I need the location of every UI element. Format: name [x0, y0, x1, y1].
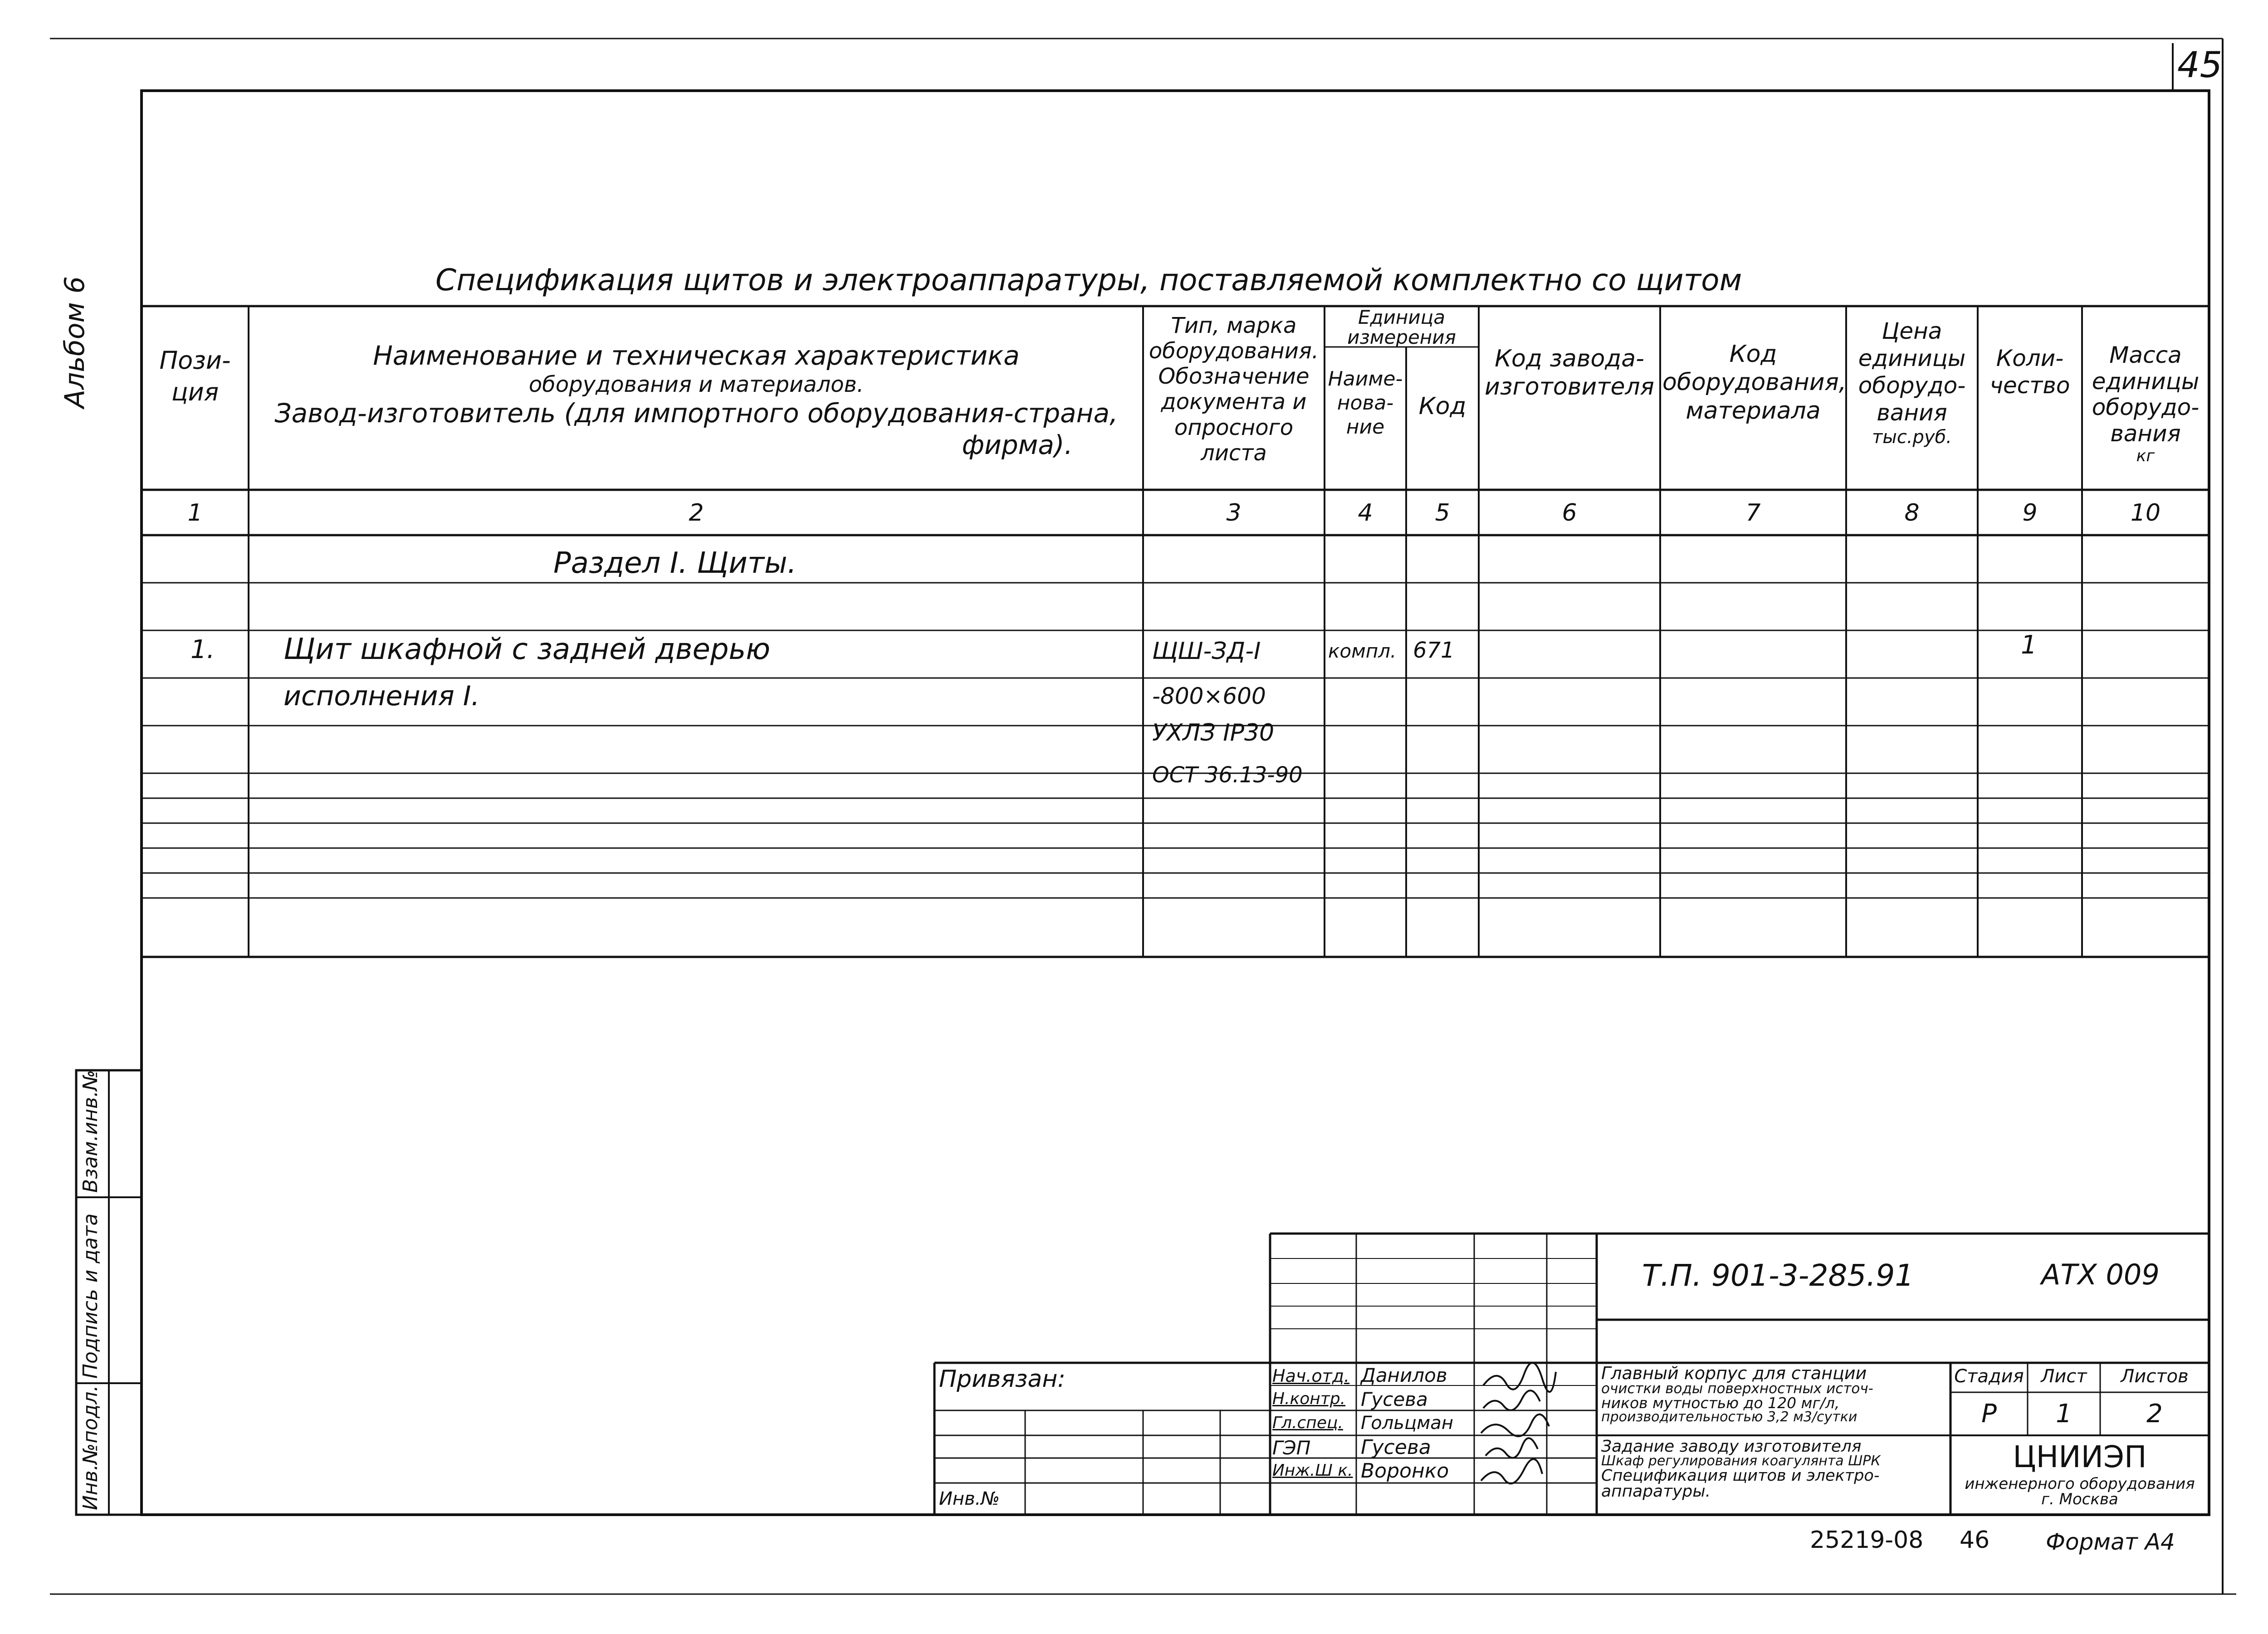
- column-number: 10: [2130, 499, 2161, 527]
- sheet-value: 1: [2056, 1399, 2072, 1429]
- archive-number: 25219-08: [1810, 1527, 1924, 1554]
- organization-subtitle: инженерного оборудования г. Москва: [1965, 1475, 2195, 1508]
- row-type: ЩШ-ЗД-I: [1152, 638, 1261, 665]
- sheets-value: 2: [2146, 1399, 2163, 1429]
- sheet-label: Лист: [2041, 1366, 2087, 1387]
- stage-value: Р: [1981, 1399, 1997, 1429]
- role-label: Н.контр.: [1272, 1390, 1346, 1408]
- object-name: Главный корпус для станции очистки воды поверхностных источ- ников мутностью до 120 мг/л, производительностью 3,2 м3/сутки: [1601, 1363, 1873, 1425]
- role-label: Нач.отд.: [1272, 1366, 1350, 1386]
- person-name: Воронко: [1361, 1459, 1449, 1483]
- row-name: Щит шкафной с задней дверью: [284, 633, 771, 666]
- row-name: исполнения I.: [284, 680, 480, 712]
- column-number: 8: [1904, 499, 1920, 527]
- row-code: 671: [1413, 638, 1455, 663]
- stage-label: Стадия: [1954, 1366, 2024, 1387]
- row-type: ОСТ 36.13-90: [1152, 762, 1303, 788]
- header-unit-mass: Масса единицы оборудо- вания кг: [2092, 342, 2200, 465]
- signatures: [1481, 1363, 1556, 1483]
- person-name: Гольцман: [1361, 1413, 1453, 1434]
- row-type: -800×600: [1152, 683, 1266, 709]
- album-label: Альбом 6: [59, 276, 91, 408]
- header-quantity: Коли- чество: [1989, 345, 2070, 399]
- column-number: 6: [1562, 499, 1577, 527]
- header-position: Пози- ция: [159, 346, 231, 407]
- stamp-original-inv: Инв.№подл.: [79, 1385, 102, 1510]
- column-number: 7: [1745, 499, 1761, 527]
- section-title: Раздел I. Щиты.: [553, 546, 797, 580]
- page-number: 46: [1960, 1527, 1990, 1554]
- column-number: 5: [1435, 499, 1450, 527]
- sheets-label: Листов: [2121, 1366, 2189, 1387]
- sheet-name: Задание заводу изготовителя Шкаф регулирования коагулянта ШРК Спецификация щитов и электро- аппаратуры.: [1601, 1437, 1881, 1501]
- header-maker-code: Код завода- изготовителя: [1485, 345, 1654, 401]
- document-title: Спецификация щитов и электроаппаратуры, поставляемой комплектно со щитом: [435, 263, 1742, 298]
- person-name: Данилов: [1361, 1364, 1447, 1386]
- header-unit-group: Единица измерения: [1347, 306, 1456, 349]
- column-number: 2: [689, 499, 704, 527]
- stamp-replaced-inv: Взам.инв.№: [79, 1070, 102, 1193]
- person-name: Гусева: [1361, 1436, 1431, 1459]
- inv-number-label: Инв.№: [939, 1488, 1000, 1509]
- header-equipment-code: Код оборудования, материала: [1662, 341, 1847, 424]
- column-number: 1: [187, 499, 203, 527]
- doc-mark: АТХ 009: [2041, 1258, 2160, 1291]
- row-position: 1.: [191, 635, 215, 664]
- column-number: 9: [2022, 499, 2038, 527]
- row-type: УХЛЗ IР30: [1152, 719, 1275, 746]
- person-name: Гусева: [1361, 1388, 1428, 1410]
- row-unit: компл.: [1328, 640, 1397, 662]
- header-name: Наименование и техническая характеристика оборудования и материалов. Завод-изготовитель (для импортного оборудования-страна, фирма).: [274, 340, 1118, 460]
- header-type: Тип, марка оборудования. Обозначение документа и опросного листа: [1149, 313, 1319, 466]
- role-label: ГЭП: [1272, 1437, 1311, 1459]
- column-number: 3: [1226, 499, 1242, 527]
- privyazan-label: Привязан:: [939, 1366, 1066, 1393]
- header-unit-code: Код: [1418, 393, 1466, 420]
- paper-format: Формат А4: [2046, 1529, 2175, 1555]
- role-label: Инж.Ш к.: [1272, 1461, 1353, 1480]
- sheet-number: 45: [2177, 45, 2223, 86]
- header-unit-price: Цена единицы оборудо- вания тыс.руб.: [1858, 318, 1966, 448]
- column-number: 4: [1358, 499, 1373, 527]
- stamp-signature-date: Подпись и дата: [79, 1213, 102, 1379]
- header-unit-name: Наиме- нова- ние: [1328, 367, 1403, 439]
- doc-code: Т.П. 901-3-285.91: [1642, 1258, 1914, 1293]
- organization: ЦНИИЭП: [2013, 1439, 2147, 1474]
- row-quantity: 1: [2021, 630, 2037, 660]
- role-label: Гл.спец.: [1272, 1414, 1343, 1432]
